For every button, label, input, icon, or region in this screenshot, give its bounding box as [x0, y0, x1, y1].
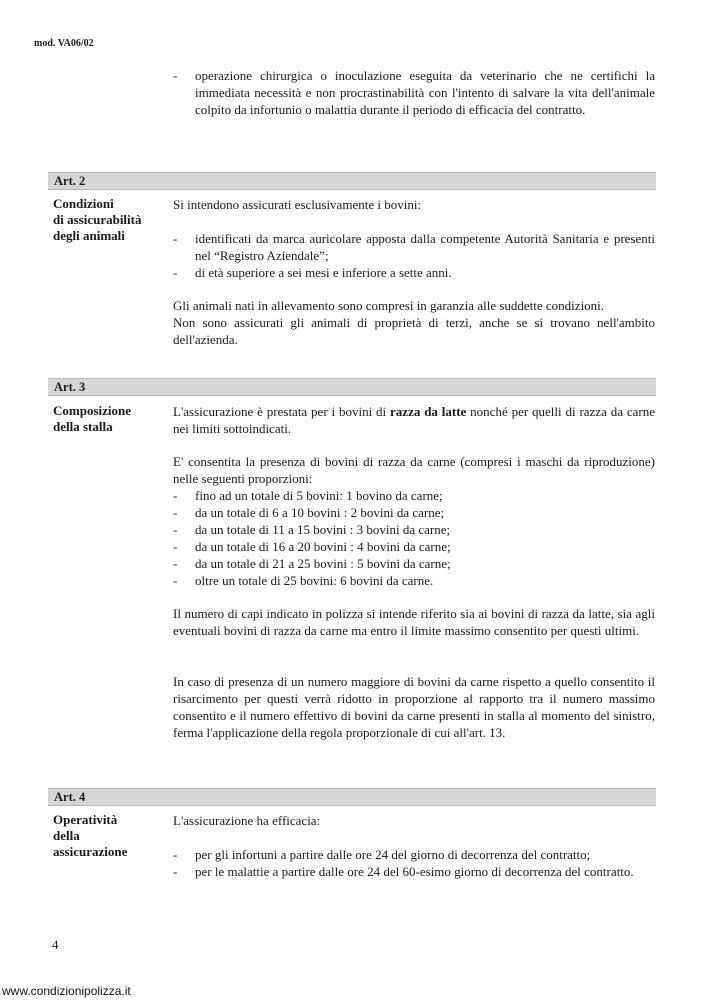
- art3-paragraph: E' consentita la presenza di bovini di razza da carne (compresi i maschi da riproduzione) nelle seguenti proporzioni:: [173, 454, 655, 486]
- art3-bullet: da un totale di 21 a 25 bovini : 5 bovini da carne;: [195, 556, 451, 571]
- art3-title-line: Composizione: [53, 403, 131, 418]
- art3-bullet: fino ad un totale di 5 bovini: 1 bovino da carne;: [195, 488, 443, 503]
- art3-intro-text: L'assicurazione è prestata per i bovini di: [173, 404, 391, 419]
- art4-title-line: Operatività: [53, 812, 118, 827]
- art3-bullet: da un totale di 11 a 15 bovini : 3 bovini da carne;: [195, 522, 451, 537]
- bullet-dash: -: [173, 847, 178, 862]
- art3-bullet: oltre un totale di 25 bovini: 6 bovini da carne.: [195, 573, 434, 588]
- art3-paragraph: In caso di presenza di un numero maggiore di bovini da carne rispetto a quello consentito il risarcimento per questi verrà ridotto in proporzione al rapporto tra il numero massimo consentito e il numero effettivo di bovini da carne presenti in stalla al momento del sinistro, ferma l'applicazione della regola proporzionale di cui all'art. 13.: [173, 674, 655, 740]
- art2-title-line: degli animali: [53, 228, 125, 243]
- art4-title: [53, 812, 127, 860]
- art3-header-bar: [48, 378, 656, 396]
- bullet-dash: -: [173, 864, 178, 879]
- bullet-dash: -: [173, 265, 178, 280]
- art2-title-line: di assicurabilità: [53, 212, 142, 227]
- art4-bullet: per gli infortuni a partire dalle ore 24 del giorno di decorrenza del contratto;: [195, 847, 591, 862]
- art2-header-bar: [48, 172, 656, 190]
- page-number: 4: [52, 937, 59, 952]
- document-code: mod. VA06/02: [34, 38, 94, 49]
- bullet-dash: -: [173, 573, 178, 588]
- bullet-dash: -: [173, 488, 178, 503]
- bullet-dash: -: [173, 539, 178, 554]
- art2-title-line: Condizioni: [53, 196, 114, 211]
- art4-intro: L'assicurazione ha efficacia:: [173, 813, 321, 828]
- art3-intro: [173, 403, 655, 437]
- art4-title-line: assicurazione: [53, 844, 128, 859]
- bullet-dash: -: [173, 505, 178, 520]
- art2-title: [53, 196, 142, 244]
- art2-paragraph: Non sono assicurati gli animali di proprietà di terzi, anche se si trovano nell'ambito dell'azienda.: [173, 315, 655, 347]
- art3-bullet: da un totale di 16 a 20 bovini : 4 bovini da carne;: [195, 539, 451, 554]
- art2-bullet: di età superiore a sei mesi e inferiore a sette anni.: [195, 265, 452, 280]
- art2-label: Art. 2: [54, 174, 86, 188]
- art2-bullet: identificati da marca auricolare apposta dalla competente Autorità Sanitaria e presenti nel “Registro Aziendale”;: [195, 231, 655, 263]
- bullet-dash: -: [173, 522, 178, 537]
- art3-paragraph: Il numero di capi indicato in polizza si intende riferito sia ai bovini di razza da latte, sia agli eventuali bovini di razza da carne ma entro il limite massimo consentito per questi ultimi.: [173, 606, 655, 638]
- bullet-dash: -: [173, 231, 178, 246]
- art4-label: Art. 4: [54, 790, 86, 804]
- art3-label: Art. 3: [54, 380, 86, 394]
- art3-title: [53, 403, 131, 435]
- art2-paragraph: Gli animali nati in allevamento sono compresi in garanzia alle suddette condizioni.: [173, 298, 605, 313]
- art4-header-bar: [48, 788, 656, 806]
- art3-bullet: da un totale di 6 a 10 bovini : 2 bovini da carne;: [195, 505, 445, 520]
- art3-intro-text: nonché per quelli di razza da carne nei limiti sottoindicati.: [173, 404, 655, 436]
- bullet-dash: -: [173, 68, 178, 83]
- art3-title-line: della stalla: [53, 419, 113, 434]
- intro-bullet-text: operazione chirurgica o inoculazione eseguita da veterinario che ne certifichi la immediata necessità e non procrastinabilità con l'intento di salvare la vita dell'animale colpito da infortunio o malattia durante il periodo di efficacia del contratto.: [195, 68, 655, 117]
- footer-website[interactable]: www.condizionipolizza.it: [2, 984, 131, 998]
- art2-intro: Si intendono assicurati esclusivamente i bovini:: [173, 197, 422, 212]
- art4-bullet: per le malattie a partire dalle ore 24 del 60-esimo giorno di decorrenza del contratto.: [195, 864, 634, 879]
- art3-intro-bold: razza da latte: [390, 404, 467, 419]
- bullet-dash: -: [173, 556, 178, 571]
- art4-title-line: della: [53, 828, 80, 843]
